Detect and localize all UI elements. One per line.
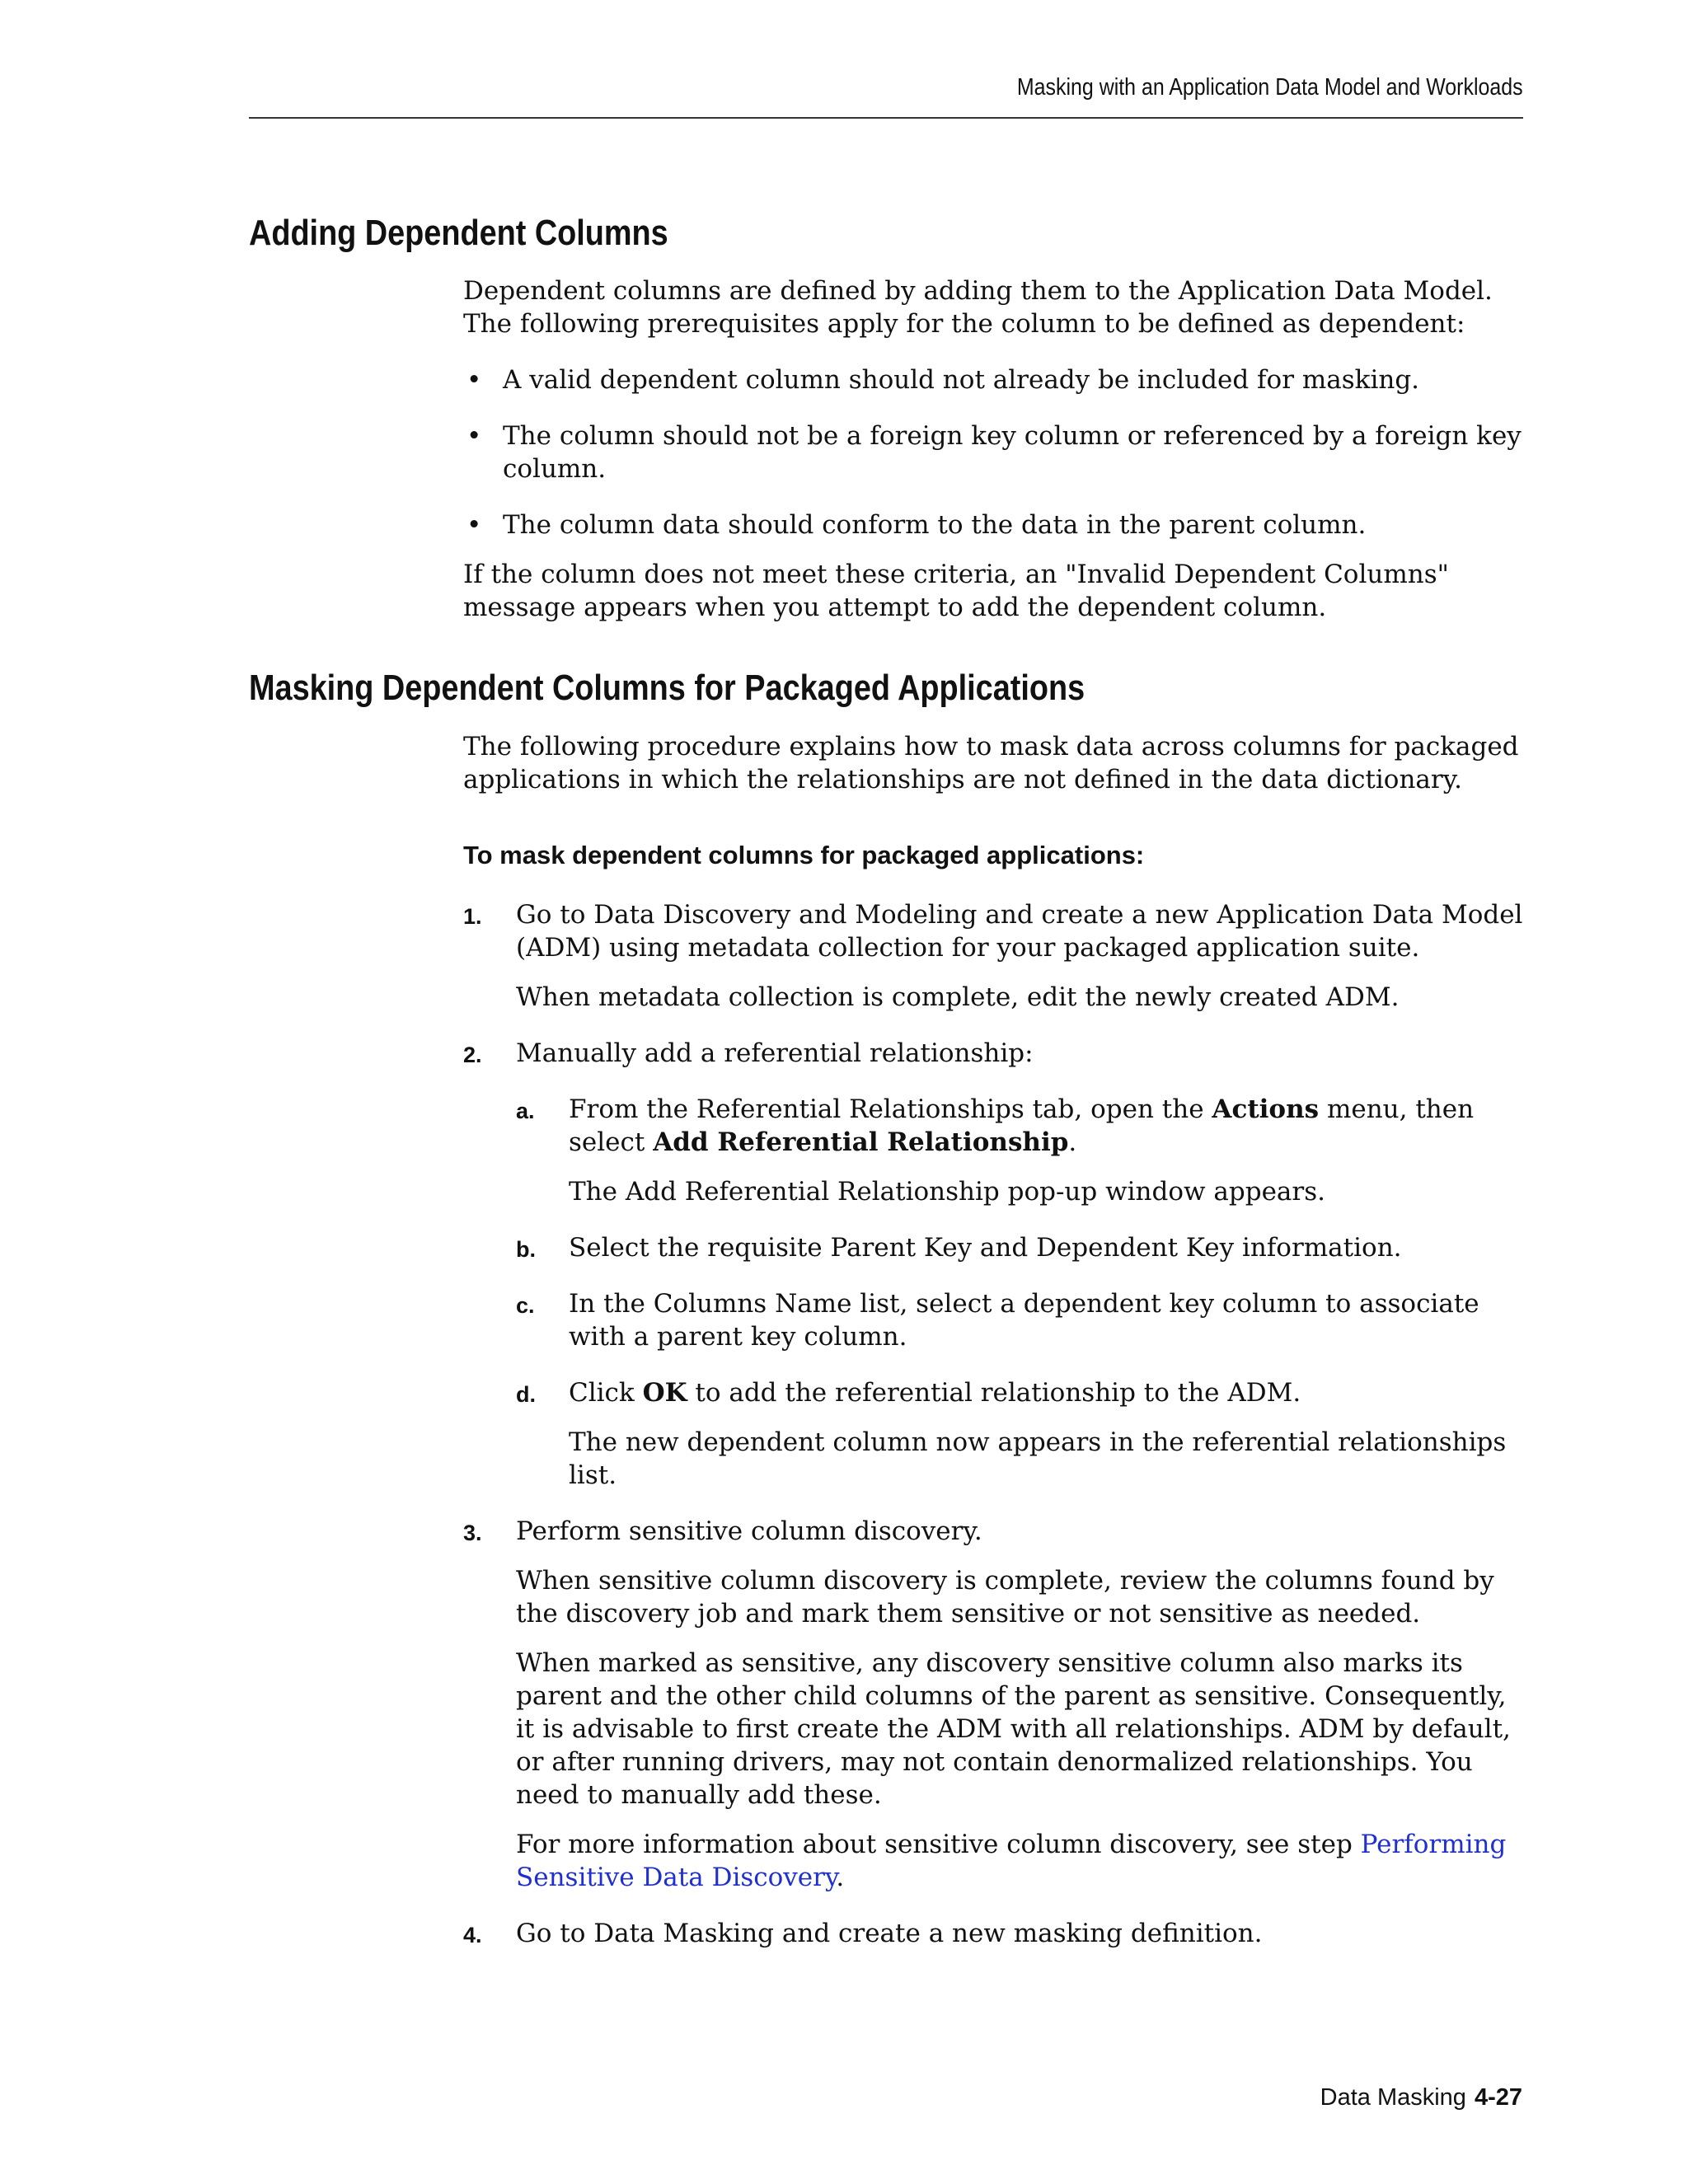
step-1-note: When metadata collection is complete, edit the newly created ADM. <box>516 982 1400 1012</box>
section2-body <box>463 730 1526 1950</box>
section1-intro: Dependent columns are defined by adding them to the Application Data Model. The following prerequisites apply for the column to be defined as dependent: <box>463 276 1493 339</box>
substep-d-note: The new dependent column now appears in the referential relationships list. <box>569 1427 1507 1490</box>
section1-body <box>463 274 1526 624</box>
step-1: 1. Go to Data Discovery and Modeling and create a new Application Data Model (ADM) using metadata collection for your packaged application suite. <box>463 900 1523 963</box>
running-header: Masking with an Application Data Model and Workloads <box>1017 74 1523 101</box>
page-footer <box>1320 2084 1522 2111</box>
section2-intro: The following procedure explains how to mask data across columns for packaged applications in which the relationships are not defined in the data dictionary. <box>463 732 1519 794</box>
bullet-icon: • <box>467 365 482 395</box>
step-4: 4. Go to Data Masking and create a new masking definition. <box>463 1919 1263 1948</box>
step-3-reference: For more information about sensitive column discovery, see step Performing Sensitive Data Discovery. <box>516 1830 1507 1892</box>
step-3-note-2: When marked as sensitive, any discovery sensitive column also marks its parent and the other child columns of the parent as sensitive. Consequently, it is advisable to first create the ADM with all relationships. ADM by default, or after running drivers, may not contain denormalized relationships. You need to manually add these. <box>516 1648 1511 1810</box>
bullet-icon: • <box>467 421 482 451</box>
step-3-note-1: When sensitive column discovery is complete, review the columns found by the discovery job and mark them sensitive or not sensitive as needed. <box>516 1566 1494 1629</box>
actions-menu-label: Actions <box>1212 1094 1320 1124</box>
add-referential-relationship-label: Add Referential Relationship <box>653 1127 1069 1157</box>
bullet-item: • The column data should conform to the data in the parent column. <box>467 510 1367 540</box>
section-heading-adding-dependent-columns: Adding Dependent Columns <box>249 213 668 253</box>
header-divider <box>249 117 1523 119</box>
performing-sensitive-data-discovery-link[interactable]: Performing Sensitive Data Discovery <box>516 1830 1507 1892</box>
section1-outro: If the column does not meet these criteria, an "Invalid Dependent Columns" message appears when you attempt to add the dependent column. <box>463 560 1449 622</box>
substep-c: c. In the Columns Name list, select a dependent key column to associate with a parent key column. <box>516 1289 1479 1352</box>
substep-a-note: The Add Referential Relationship pop-up window appears. <box>569 1177 1325 1207</box>
substep-d: d. Click OK to add the referential relationship to the ADM. <box>516 1378 1301 1408</box>
substep-a: a. From the Referential Relationships tab, open the Actions menu, then select Add Referential Relationship. <box>516 1094 1475 1157</box>
step-2: 2. Manually add a referential relationship: <box>463 1038 1034 1068</box>
bullet-item: • The column should not be a foreign key column or referenced by a foreign key column. <box>467 421 1522 484</box>
section-heading-masking-dependent-columns: Masking Dependent Columns for Packaged Applications <box>249 668 1085 708</box>
page-number: 4-27 <box>1474 2084 1522 2111</box>
procedure-title: To mask dependent columns for packaged applications: <box>463 841 1145 869</box>
step-3: 3. Perform sensitive column discovery. <box>463 1516 982 1546</box>
footer-section-title: Data Masking <box>1320 2084 1466 2111</box>
ok-button-label: OK <box>642 1378 687 1408</box>
bullet-icon: • <box>467 510 482 540</box>
substep-b: b. Select the requisite Parent Key and Dependent Key information. <box>516 1233 1402 1263</box>
bullet-item: • A valid dependent column should not already be included for masking. <box>467 365 1420 395</box>
